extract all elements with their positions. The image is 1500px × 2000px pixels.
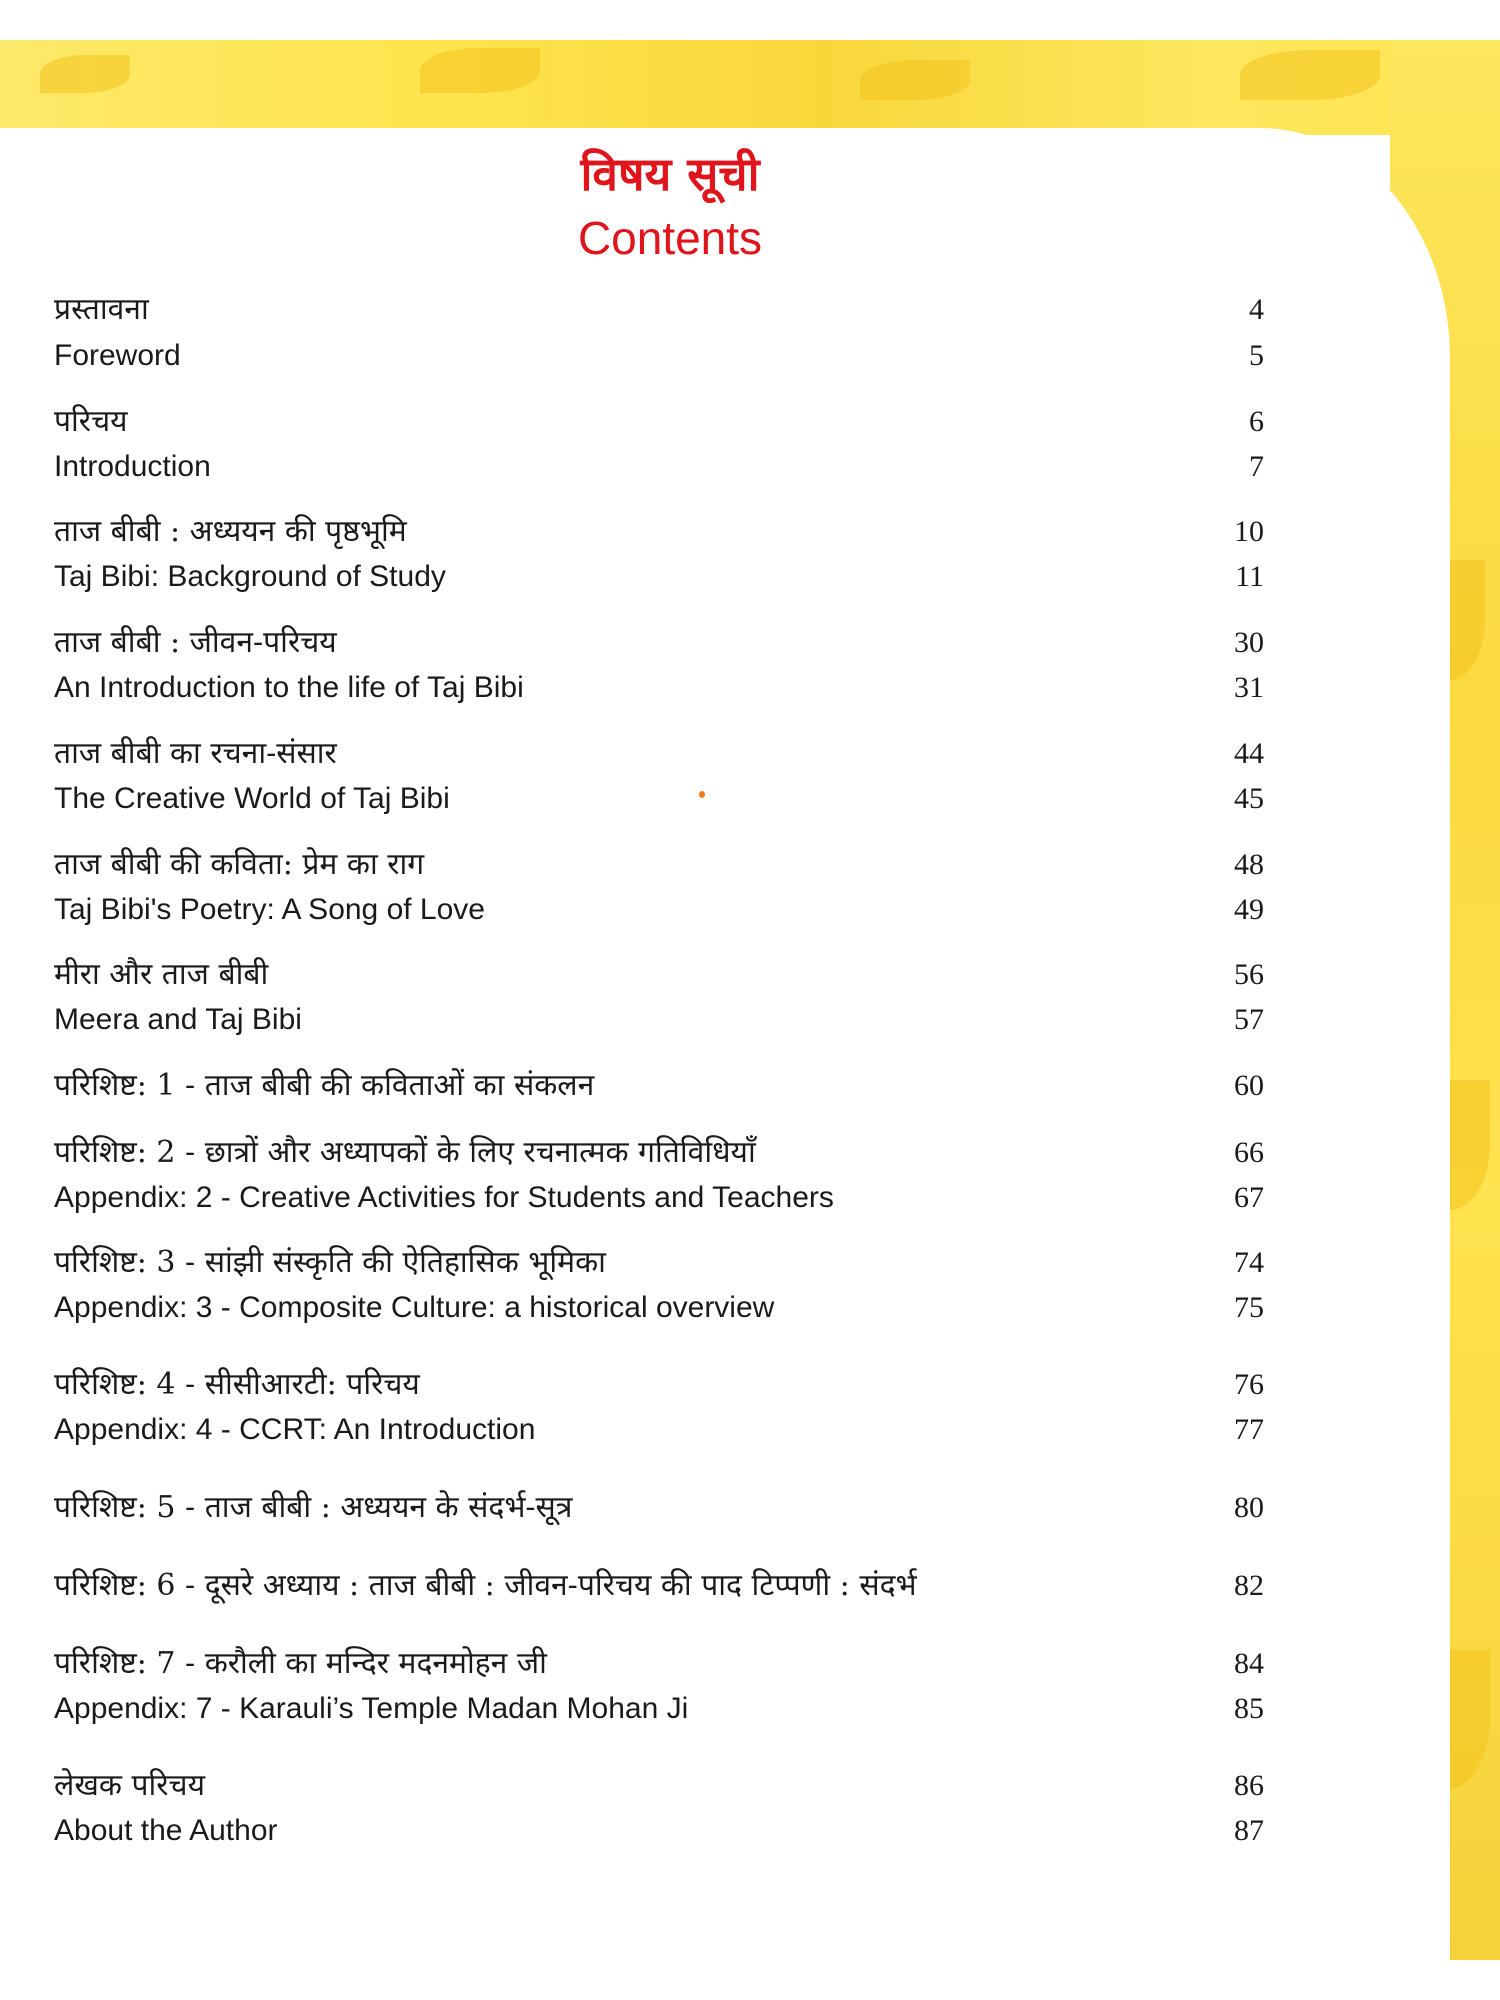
toc-entry-title: परिशिष्ट: 4 - सीसीआरटी: परिचय <box>54 1367 420 1402</box>
toc-entry[interactable] <box>0 1689 1500 1729</box>
toc-entry-title: परिचय <box>54 404 128 439</box>
toc-entry[interactable] <box>0 1766 1500 1806</box>
toc-page-number: 44 <box>1234 737 1264 770</box>
toc-entry[interactable] <box>0 1811 1500 1851</box>
toc-entry-title: लेखक परिचय <box>54 1768 205 1803</box>
toc-entry-title: मीरा और ताज बीबी <box>54 957 269 992</box>
toc-entry[interactable] <box>0 557 1500 597</box>
toc-page-number: 76 <box>1234 1368 1264 1401</box>
toc-entry-title: ताज बीबी : जीवन-परिचय <box>54 625 337 660</box>
toc-entry[interactable] <box>0 290 1500 330</box>
floral-leaf-decoration <box>420 48 540 93</box>
toc-page-number: 49 <box>1234 893 1264 926</box>
toc-entry-title: Taj Bibi's Poetry: A Song of Love <box>54 893 485 926</box>
contents-title-hindi: विषय सूची <box>580 147 760 201</box>
toc-entry-title: ताज बीबी : अध्ययन की पृष्ठभूमि <box>54 514 407 549</box>
toc-page-number: 5 <box>1249 339 1264 372</box>
toc-entry-title: परिशिष्ट: 1 - ताज बीबी की कविताओं का संकलन <box>54 1068 595 1103</box>
floral-leaf-decoration <box>860 60 970 100</box>
toc-entry[interactable] <box>0 1000 1500 1040</box>
toc-page-number: 77 <box>1234 1413 1264 1446</box>
toc-entry[interactable] <box>0 1066 1500 1106</box>
toc-page-number: 86 <box>1234 1769 1264 1802</box>
toc-entry-title: Meera and Taj Bibi <box>54 1003 302 1036</box>
toc-entry-title: परिशिष्ट: 5 - ताज बीबी : अध्ययन के संदर्भ-सूत्र <box>54 1490 573 1525</box>
toc-page-number: 84 <box>1234 1647 1264 1680</box>
toc-page-number: 11 <box>1235 560 1264 593</box>
toc-page-number: 80 <box>1234 1491 1264 1524</box>
ink-speck <box>699 791 705 798</box>
toc-entry-title: ताज बीबी का रचना-संसार <box>54 736 337 771</box>
toc-entry[interactable] <box>0 1566 1500 1606</box>
toc-entry[interactable] <box>0 447 1500 487</box>
toc-page-number: 66 <box>1234 1136 1264 1169</box>
toc-entry[interactable] <box>0 1288 1500 1328</box>
toc-page-number: 60 <box>1234 1069 1264 1102</box>
toc-page-number: 6 <box>1249 405 1264 438</box>
toc-entry[interactable] <box>0 890 1500 930</box>
toc-entry-title: प्रस्तावना <box>54 292 149 327</box>
toc-page-number: 30 <box>1234 626 1264 659</box>
toc-page-number: 45 <box>1234 782 1264 815</box>
toc-entry[interactable] <box>0 623 1500 663</box>
toc-entry-title: Appendix: 7 - Karauli’s Temple Madan Mohan Ji <box>54 1692 689 1725</box>
toc-entry[interactable] <box>0 336 1500 376</box>
toc-page-number: 57 <box>1234 1003 1264 1036</box>
toc-entry[interactable] <box>0 1644 1500 1684</box>
toc-page-number: 67 <box>1234 1181 1264 1214</box>
toc-page-number: 56 <box>1234 958 1264 991</box>
toc-entry-title: परिशिष्ट: 6 - दूसरे अध्याय : ताज बीबी : जीवन-परिचय की पाद टिप्पणी : संदर्भ <box>54 1568 917 1603</box>
toc-entry-title: Introduction <box>54 450 211 483</box>
toc-entry-title: About the Author <box>54 1814 278 1847</box>
toc-entry[interactable] <box>0 1178 1500 1218</box>
toc-entry[interactable] <box>0 1488 1500 1528</box>
toc-page-number: 31 <box>1234 671 1264 704</box>
toc-entry[interactable] <box>0 668 1500 708</box>
toc-entry-title: Appendix: 2 - Creative Activities for Students and Teachers <box>54 1181 834 1214</box>
floral-leaf-decoration <box>40 55 130 93</box>
toc-entry[interactable] <box>0 512 1500 552</box>
toc-entry-title: Foreword <box>54 339 181 372</box>
toc-page-number: 85 <box>1234 1692 1264 1725</box>
toc-entry[interactable] <box>0 734 1500 774</box>
toc-page-number: 82 <box>1234 1569 1264 1602</box>
toc-entry[interactable] <box>0 779 1500 819</box>
toc-entry-title: The Creative World of Taj Bibi <box>54 782 450 815</box>
floral-leaf-decoration <box>1240 50 1380 100</box>
toc-page-number: 48 <box>1234 848 1264 881</box>
toc-entry[interactable] <box>0 1243 1500 1283</box>
toc-page-number: 74 <box>1234 1246 1264 1279</box>
toc-entry[interactable] <box>0 402 1500 442</box>
toc-page-number: 7 <box>1249 450 1264 483</box>
toc-page-number: 4 <box>1249 293 1264 326</box>
toc-entry-title: परिशिष्ट: 3 - सांझी संस्कृति की ऐतिहासिक भूमिका <box>54 1245 606 1280</box>
toc-entry[interactable] <box>0 1365 1500 1405</box>
toc-entry-title: परिशिष्ट: 2 - छात्रों और अध्यापकों के लिए रचनात्मक गतिविधियाँ <box>54 1135 756 1170</box>
toc-page-number: 75 <box>1234 1291 1264 1324</box>
contents-title-english: Contents <box>577 212 763 264</box>
toc-entry-title: Taj Bibi: Background of Study <box>54 560 446 593</box>
toc-entry-title: Appendix: 3 - Composite Culture: a historical overview <box>54 1291 775 1324</box>
toc-page-number: 87 <box>1234 1814 1264 1847</box>
toc-entry-title: Appendix: 4 - CCRT: An Introduction <box>54 1413 536 1446</box>
toc-entry[interactable] <box>0 1410 1500 1450</box>
toc-entry[interactable] <box>0 955 1500 995</box>
toc-entry[interactable] <box>0 845 1500 885</box>
toc-entry-title: ताज बीबी की कविता: प्रेम का राग <box>54 847 425 882</box>
toc-entry-title: परिशिष्ट: 7 - करौली का मन्दिर मदनमोहन जी <box>54 1646 547 1681</box>
toc-page-number: 10 <box>1234 515 1264 548</box>
toc-entry-title: An Introduction to the life of Taj Bibi <box>54 671 524 704</box>
toc-entry[interactable] <box>0 1133 1500 1173</box>
